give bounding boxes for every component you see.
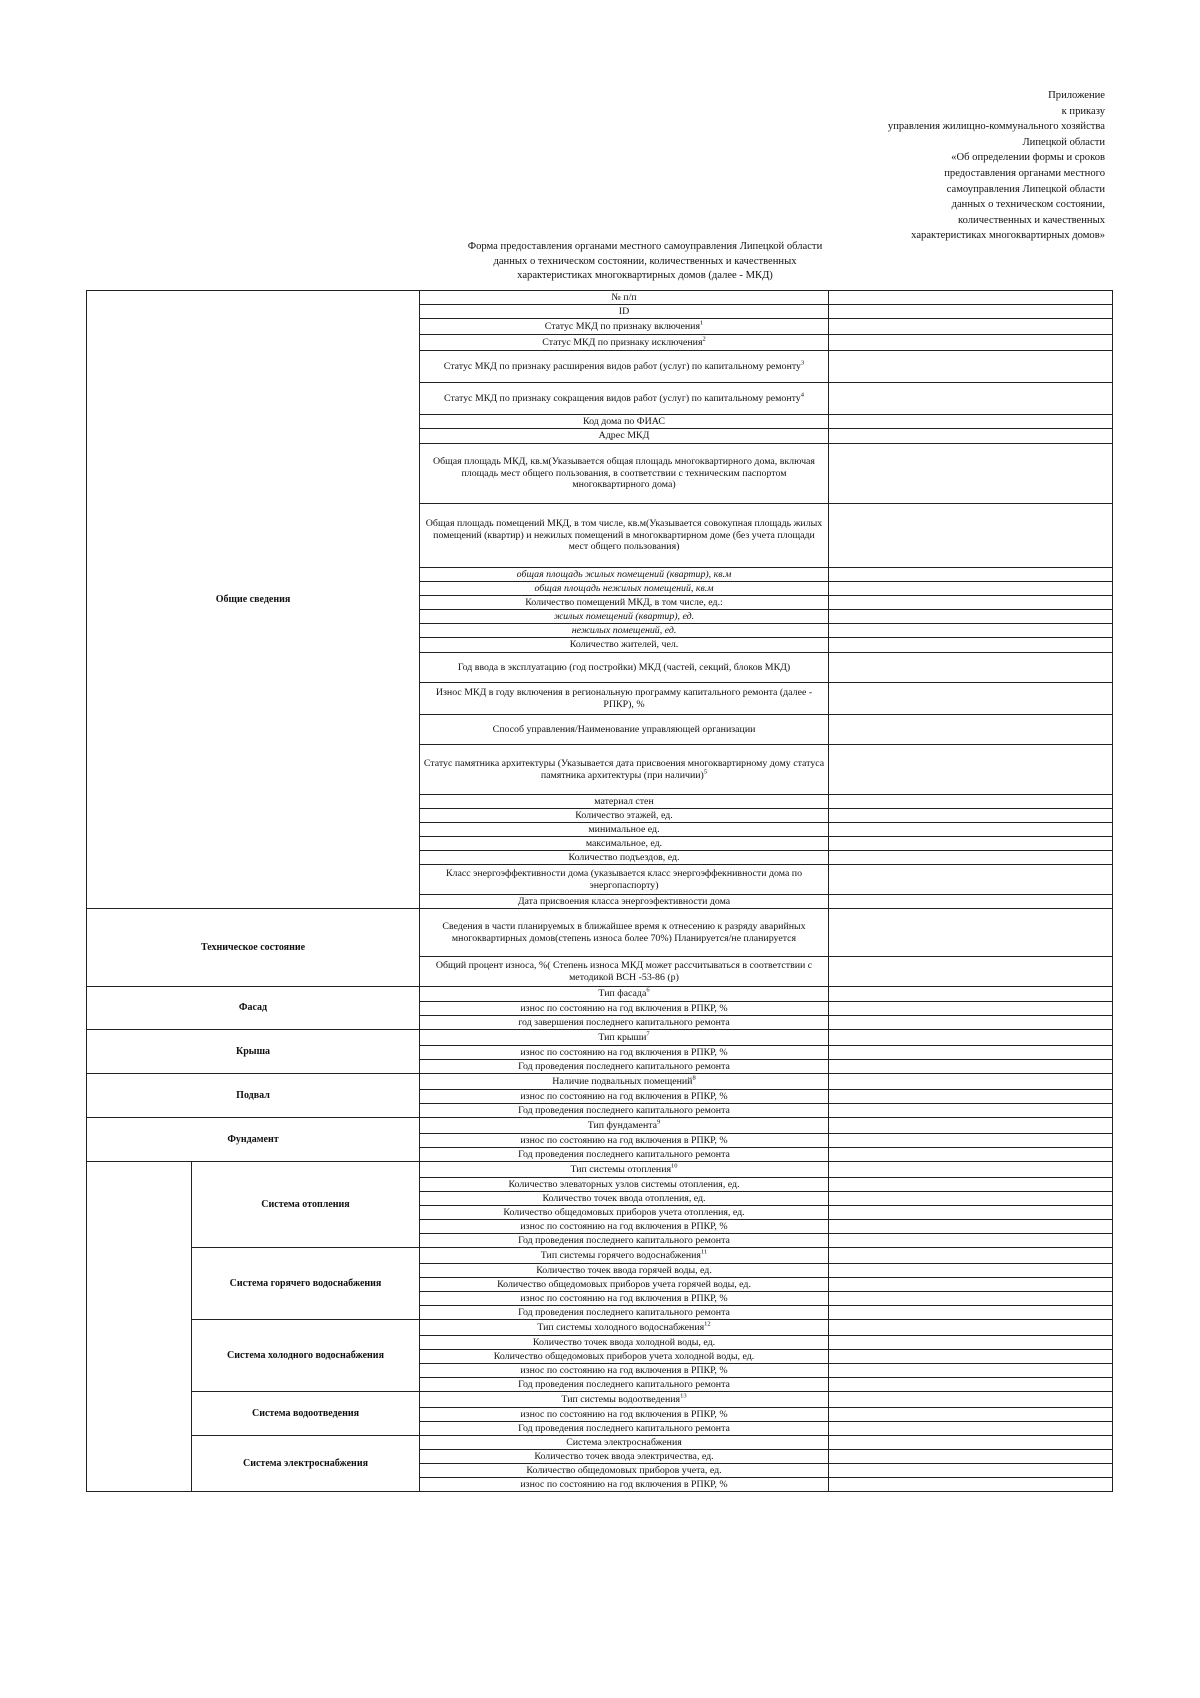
row-label: жилых помещений (квартир), ед. — [420, 610, 829, 624]
row-label: износ по состоянию на год включения в РПКР, % — [420, 1408, 829, 1422]
row-label: Тип фасада$^6$ — [420, 987, 829, 1002]
value-cell[interactable] — [829, 1478, 1113, 1492]
footnote-mark: 8 — [692, 1074, 696, 1082]
form-title-line: Форма предоставления органами местного самоуправления Липецкой области — [467, 241, 823, 252]
value-cell[interactable] — [829, 1178, 1113, 1192]
row-label: износ по состоянию на год включения в РПКР, % — [420, 1090, 829, 1104]
row-label: Тип системы холодного водоснабжения$^{12}$ — [420, 1320, 829, 1336]
appendix-header — [675, 88, 1105, 244]
value-cell[interactable] — [829, 1162, 1113, 1178]
value-cell[interactable] — [829, 1464, 1113, 1478]
value-cell[interactable] — [829, 1450, 1113, 1464]
row-label: год завершения последнего капитального ремонта — [420, 1016, 829, 1030]
value-cell[interactable] — [829, 837, 1113, 851]
value-cell[interactable] — [829, 1002, 1113, 1016]
row-label: нежилых помещений, ед. — [420, 624, 829, 638]
value-cell[interactable] — [829, 1016, 1113, 1030]
value-cell[interactable] — [829, 1436, 1113, 1450]
value-cell[interactable] — [829, 1074, 1113, 1090]
section-electric: Система электроснабжения — [192, 1436, 420, 1492]
row-label: износ по состоянию на год включения в РПКР, % — [420, 1002, 829, 1016]
appendix-line: управления жилищно-коммунального хозяйства — [887, 121, 1105, 133]
value-cell[interactable] — [829, 987, 1113, 1002]
value-cell[interactable] — [829, 1030, 1113, 1046]
value-cell[interactable] — [829, 504, 1113, 568]
value-cell[interactable] — [829, 1336, 1113, 1350]
engineering-systems-group — [87, 1162, 192, 1492]
row-label: Класс энергоэффективности дома (указывается класс энергоэффекнивности дома по энергопаспорту) — [420, 865, 829, 895]
row-label: Год проведения последнего капитального ремонта — [420, 1148, 829, 1162]
value-cell[interactable] — [829, 638, 1113, 653]
value-cell[interactable] — [829, 1234, 1113, 1248]
row-label: Способ управления/Наименование управляющей организации — [420, 715, 829, 745]
row-label: Статус МКД по признаку расширения видов работ (услуг) по капитальному ремонту$^3$ — [420, 351, 829, 383]
row-label: Тип крыши$^7$ — [420, 1030, 829, 1046]
value-cell[interactable] — [829, 351, 1113, 383]
value-cell[interactable] — [829, 809, 1113, 823]
value-cell[interactable] — [829, 415, 1113, 429]
row-label: Система электроснабжения — [420, 1436, 829, 1450]
row-label: Код дома по ФИАС — [420, 415, 829, 429]
row-label: Количество точек ввода отопления, ед. — [420, 1192, 829, 1206]
row-label: Количество общедомовых приборов учета отопления, ед. — [420, 1206, 829, 1220]
row-label: Год проведения последнего капитального ремонта — [420, 1234, 829, 1248]
row-label: Количество жителей, чел. — [420, 638, 829, 653]
section-foundation: Фундамент — [87, 1118, 420, 1162]
value-cell[interactable] — [829, 1134, 1113, 1148]
value-cell[interactable] — [829, 1220, 1113, 1234]
footnote-mark: 6 — [646, 986, 650, 994]
row-label: Общий процент износа, %( Степень износа МКД может рассчитываться в соответствии с методикой ВСН -53-86 (р) — [420, 957, 829, 987]
row-label: Дата присвоения класса энергоэфективности дома — [420, 895, 829, 909]
value-cell[interactable] — [829, 1378, 1113, 1392]
section-heating: Система отопления — [192, 1162, 420, 1248]
value-cell[interactable] — [829, 1392, 1113, 1408]
row-label: Год проведения последнего капитального ремонта — [420, 1306, 829, 1320]
section-drainage: Система водоотведения — [192, 1392, 420, 1436]
row-label: износ по состоянию на год включения в РПКР, % — [420, 1292, 829, 1306]
footnote-mark: 3 — [801, 359, 805, 367]
row-label: Общая площадь МКД, кв.м(Указывается общая площадь многоквартирного дома, включая площадь мест общего пользования, в соответствии с техническим паспортом многоквартирного дома) — [420, 444, 829, 504]
row-label: Тип системы отопления$^{10}$ — [420, 1162, 829, 1178]
row-label: Тип системы водоотведения$^{13}$ — [420, 1392, 829, 1408]
value-cell[interactable] — [829, 596, 1113, 610]
value-cell[interactable] — [829, 895, 1113, 909]
value-cell[interactable] — [829, 1104, 1113, 1118]
row-label: Статус МКД по признаку включения$^1$ — [420, 319, 829, 335]
value-cell[interactable] — [829, 957, 1113, 987]
value-cell[interactable] — [829, 1278, 1113, 1292]
value-cell[interactable] — [829, 851, 1113, 865]
value-cell[interactable] — [829, 335, 1113, 351]
footnote-mark: 12 — [704, 1320, 711, 1328]
row-label: Год проведения последнего капитального ремонта — [420, 1060, 829, 1074]
row-label: Количество точек ввода горячей воды, ед. — [420, 1264, 829, 1278]
row-label: Наличие подвальных помещений$^8$ — [420, 1074, 829, 1090]
section-general: Общие сведения — [87, 291, 420, 909]
value-cell[interactable] — [829, 1090, 1113, 1104]
footnote-mark: 1 — [700, 319, 704, 327]
row-label: Тип фундамента$^9$ — [420, 1118, 829, 1134]
row-label: ID — [420, 305, 829, 319]
value-cell[interactable] — [829, 1148, 1113, 1162]
appendix-line: данных о техническом состоянии, — [951, 199, 1105, 211]
footnote-mark: 4 — [800, 391, 804, 399]
row-label: Тип системы горячего водоснабжения$^{11}$ — [420, 1248, 829, 1264]
appendix-line: «Об определении формы и сроков — [951, 152, 1105, 164]
row-label: износ по состоянию на год включения в РПКР, % — [420, 1478, 829, 1492]
value-cell[interactable] — [829, 1192, 1113, 1206]
value-cell[interactable] — [829, 823, 1113, 837]
value-cell[interactable] — [829, 683, 1113, 715]
row-label: Год проведения последнего капитального ремонта — [420, 1104, 829, 1118]
row-label: максимальное, ед. — [420, 837, 829, 851]
row-label: Количество точек ввода электричества, ед. — [420, 1450, 829, 1464]
appendix-line: к приказу — [1061, 105, 1105, 117]
value-cell[interactable] — [829, 624, 1113, 638]
value-cell[interactable] — [829, 610, 1113, 624]
form-title — [395, 240, 895, 284]
value-cell[interactable] — [829, 1364, 1113, 1378]
footnote-mark: 13 — [680, 1392, 687, 1400]
row-label: Статус МКД по признаку исключения$^2$ — [420, 335, 829, 351]
appendix-line: характеристиках многоквартирных домов» — [911, 230, 1105, 242]
row-label: Количество этажей, ед. — [420, 809, 829, 823]
value-cell[interactable] — [829, 1046, 1113, 1060]
value-cell[interactable] — [829, 1248, 1113, 1264]
value-cell[interactable] — [829, 795, 1113, 809]
row-label: Количество точек ввода холодной воды, ед. — [420, 1336, 829, 1350]
footnote-mark: 10 — [671, 1162, 678, 1170]
value-cell[interactable] — [829, 1306, 1113, 1320]
appendix-line: количественных и качественных — [958, 214, 1105, 226]
row-label: минимальное ед. — [420, 823, 829, 837]
value-cell[interactable] — [829, 865, 1113, 895]
form-title-line: данных о техническом состоянии, количественных и качественных — [493, 255, 797, 267]
section-hot-water: Система горячего водоснабжения — [192, 1248, 420, 1320]
value-cell[interactable] — [829, 715, 1113, 745]
value-cell[interactable] — [829, 1320, 1113, 1336]
value-cell[interactable] — [829, 745, 1113, 795]
row-label: износ по состоянию на год включения в РПКР, % — [420, 1134, 829, 1148]
appendix-line: Приложение — [1048, 90, 1105, 101]
row-label: Год проведения последнего капитального ремонта — [420, 1378, 829, 1392]
section-cold-water: Система холодного водоснабжения — [192, 1320, 420, 1392]
value-cell[interactable] — [829, 383, 1113, 415]
value-cell[interactable] — [829, 1206, 1113, 1220]
value-cell[interactable] — [829, 1408, 1113, 1422]
footnote-mark: 2 — [702, 335, 706, 343]
row-label: Количество общедомовых приборов учета холодной воды, ед. — [420, 1350, 829, 1364]
value-cell[interactable] — [829, 1264, 1113, 1278]
section-facade: Фасад — [87, 987, 420, 1030]
row-label: материал стен — [420, 795, 829, 809]
row-label: Количество подъездов, ед. — [420, 851, 829, 865]
value-cell[interactable] — [829, 444, 1113, 504]
row-label: Количество общедомовых приборов учета, ед. — [420, 1464, 829, 1478]
row-label: износ по состоянию на год включения в РПКР, % — [420, 1046, 829, 1060]
value-cell[interactable] — [829, 1060, 1113, 1074]
value-cell[interactable] — [829, 653, 1113, 683]
value-cell[interactable] — [829, 291, 1113, 305]
row-label: Сведения в части планируемых в ближайшее время к отнесению к разряду аварийных многоквартирных домов(степень износа более 70%) Планируется/не планируется — [420, 909, 829, 957]
row-label: № п/п — [420, 291, 829, 305]
row-label: Количество элеваторных узлов системы отопления, ед. — [420, 1178, 829, 1192]
row-label: общая площадь нежилых помещений, кв.м — [420, 582, 829, 596]
value-cell[interactable] — [829, 1422, 1113, 1436]
row-label: износ по состоянию на год включения в РПКР, % — [420, 1220, 829, 1234]
row-label: Износ МКД в году включения в региональную программу капитального ремонта (далее - РПКР), % — [420, 683, 829, 715]
value-cell[interactable] — [829, 1350, 1113, 1364]
section-basement: Подвал — [87, 1074, 420, 1118]
mkd-form-table — [86, 290, 1113, 1492]
section-roof: Крыша — [87, 1030, 420, 1074]
row-label: Год проведения последнего капитального ремонта — [420, 1422, 829, 1436]
value-cell[interactable] — [829, 305, 1113, 319]
row-label: Количество помещений МКД, в том числе, ед.: — [420, 596, 829, 610]
row-label: Статус памятника архитектуры (Указывается дата присвоения многоквартирному дому статуса памятника архитектуры (при наличии)$^5$ — [420, 745, 829, 795]
value-cell[interactable] — [829, 582, 1113, 596]
value-cell[interactable] — [829, 429, 1113, 444]
appendix-line: Липецкой области — [1022, 136, 1105, 148]
value-cell[interactable] — [829, 319, 1113, 335]
row-label: Количество общедомовых приборов учета горячей воды, ед. — [420, 1278, 829, 1292]
section-technical: Техническое состояние — [87, 909, 420, 987]
row-label: Адрес МКД — [420, 429, 829, 444]
appendix-line: самоуправления Липецкой области — [946, 183, 1105, 195]
footnote-mark: 7 — [646, 1030, 650, 1038]
appendix-line: предоставления органами местного — [944, 167, 1105, 179]
footnote-mark: 5 — [703, 768, 708, 776]
row-label: Общая площадь помещений МКД, в том числе, кв.м(Указывается совокупная площадь жилых помещений (квартир) и нежилых помещений в многоквартирном доме (без учета площади мест общего пользования) — [420, 504, 829, 568]
row-label: Год ввода в эксплуатацию (год постройки) МКД (частей, секций, блоков МКД) — [420, 653, 829, 683]
row-label: Статус МКД по признаку сокращения видов работ (услуг) по капитальному ремонту$^4$ — [420, 383, 829, 415]
row-label: общая площадь жилых помещений (квартир), кв.м — [420, 568, 829, 582]
value-cell[interactable] — [829, 1118, 1113, 1134]
footnote-mark: 9 — [657, 1118, 661, 1126]
value-cell[interactable] — [829, 568, 1113, 582]
form-title-line: характеристиках многоквартирных домов (далее - МКД) — [517, 270, 773, 281]
value-cell[interactable] — [829, 1292, 1113, 1306]
row-label: износ по состоянию на год включения в РПКР, % — [420, 1364, 829, 1378]
footnote-mark: 11 — [700, 1248, 708, 1256]
value-cell[interactable] — [829, 909, 1113, 957]
